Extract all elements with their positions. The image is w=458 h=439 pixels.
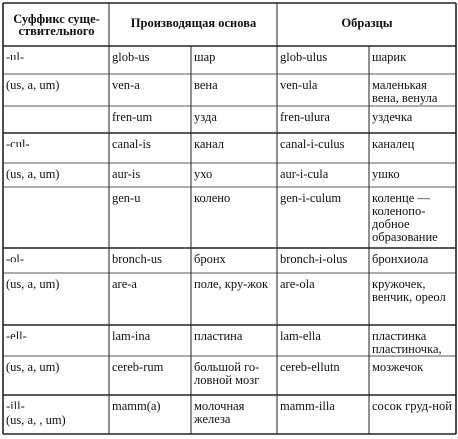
suffix-endings: (us, a, um) [6,360,60,374]
base-translation: пластина [194,329,243,343]
base-translation: канал [194,137,225,151]
sample-translation: маленькая вена, венула [372,78,438,105]
base-translation: поле, кру-жок [194,277,269,291]
sample-translation: мозжечок [372,360,424,374]
sample-translation: коленце — коленопо-добное образование [372,191,438,244]
sample-translation: ушко [372,167,400,181]
sample-word: are-ola [280,277,315,291]
header-suffix: Суффикс суще-ствительного [13,12,100,38]
base-translation: бронх [194,252,226,266]
suffix-endings: (us, a, , um) [6,413,66,427]
sample-word: canal-i-culus [280,137,345,151]
base-word: fren-um [112,110,153,124]
header-samples: Образцы [341,16,393,30]
suffix-label: -ill- [6,399,25,409]
sample-translation: кружочек, венчик, ореол [372,277,446,304]
suffix-label: -cul- [6,137,30,147]
sample-translation: бронхиола [372,252,429,266]
base-translation: вена [194,78,218,92]
sample-word: ven-ula [280,78,318,92]
sample-word: gen-i-culum [280,191,342,205]
base-translation: ухо [194,167,213,181]
suffix-endings: (us, a, um) [6,78,60,92]
sample-translation: шарик [372,50,407,64]
base-word: are-a [112,277,137,291]
sample-word: mamm-illa [280,399,335,413]
sample-translation: пластинка пластиночка, [372,329,442,356]
base-word: lam-ina [112,329,151,343]
base-word: mamm(a) [112,399,161,413]
header-base: Производящая основа [130,16,257,30]
suffix-endings: (us, a, um) [6,277,60,291]
suffix-label: -ell- [6,329,27,339]
base-word: aur-is [112,167,141,181]
sample-word: glob-ulus [280,50,328,64]
base-word: bronch-us [112,252,162,266]
base-word: canal-is [112,137,151,151]
base-word: ven-a [112,78,140,92]
sample-word: fren-ulura [280,110,330,124]
sample-translation: сосок груд-ной [372,399,452,413]
suffix-label: -ol- [6,252,25,262]
sample-translation: уздечка [372,110,413,124]
sample-word: cereb-ellutn [280,360,340,374]
base-translation: шар [194,50,216,64]
base-word: cereb-rum [112,360,164,374]
base-translation: молочная железа [194,399,245,426]
sample-word: bronch-i-olus [280,252,348,266]
sample-word: aur-i-cula [280,167,329,181]
suffix-label: -ul- [6,50,25,60]
base-translation: узда [194,110,217,124]
base-translation: большой го-ловной мозг [194,360,260,387]
sample-word: lam-ella [280,329,321,343]
base-translation: колено [194,191,231,205]
suffix-endings: (us, a, um) [6,167,60,181]
sample-translation: каналец [372,137,415,151]
base-word: glob-us [112,50,150,64]
base-word: gen-u [112,191,141,205]
